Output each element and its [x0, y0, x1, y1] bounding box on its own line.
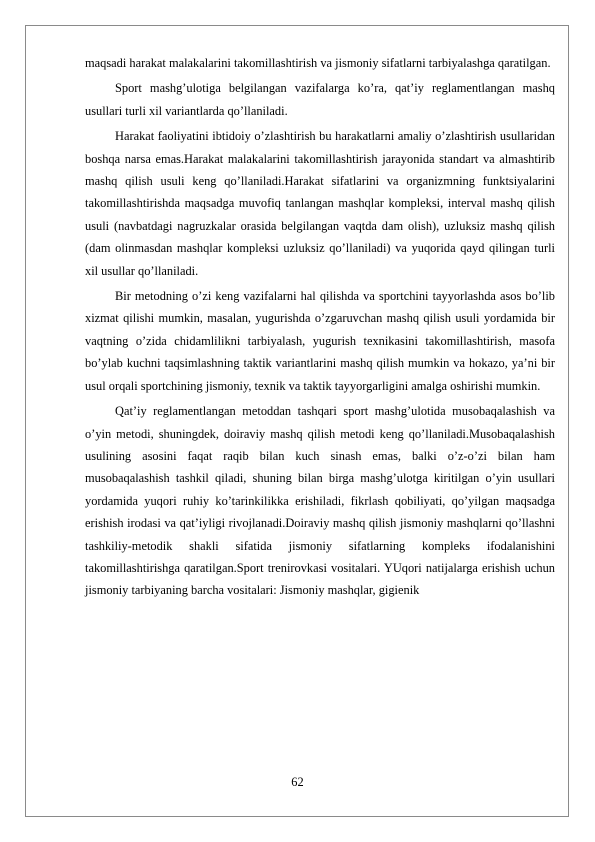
paragraph-3: Harakat faoliyatini ibtidoiy o’zlashtirish bu harakatlarni amaliy o’zlashtirish usullaridan boshqa narsa emas.Harakat malakalarini takomillashtirish jarayonida standart va almashtirib mashq qilish usuli keng qo’llaniladi.Harakat sifatlarini va organizmning funktsiyalarini takomillashtirishda maqsadga muvofiq tanlangan mashqlar kompleksi, interval mashq qilish usuli (navbatdagi nagruzkalar orasida belgilangan vaqtda dam olish), uzluksiz mashq qilish (dam olinmasdan mashqlar kompleksi uzluksiz qo’llaniladi) va yuqorida qayd qilingan turli xil usullar qo’llaniladi.	[85, 129, 555, 278]
paragraph-1: maqsadi harakat malakalarini takomillashtirish va jismoniy sifatlarni tarbiyalashga qaratilgan.	[85, 56, 551, 70]
paragraph-5: Qat’iy reglamentlangan metoddan tashqari sport mashg’ulotida musobaqalashish va o’yin metodi, shuningdek, doiraviy mashq qilish metodi keng qo’llaniladi.Musobaqalashish usulining asosini faqat raqib bilan kuch sinash emas, balki o’z-o’zi bilan ham musobaqalashish tashkil qiladi, shuning bilan birga mashg’ulotga kiritilgan o’yin usullari yordamida yuqori ruhiy ko’tarinkilikka erishiladi, fikrlash qobiliyati, qo’yilgan maqsadga erishish irodasi va qat’iyligi rivojlanadi.Doiraviy mashq qilish jismoniy mashqlarni qo’llashni tashkiliy-metodik shakli sifatida jismoniy sifatlarning kompleks ifodalanishini takomillashtirishga qaratilgan.Sport trenirovkasi vositalari. YUqori natijalarga erishish uchun jismoniy tarbiyaning barcha vositalari: Jismoniy mashqlar, gigienik	[85, 404, 555, 598]
paragraph-2: Sport mashg’ulotiga belgilangan vazifalarga ko’ra, qat’iy reglamentlangan mashq usullari turli xil variantlarda qo’llaniladi.	[85, 81, 555, 118]
document-body	[85, 52, 555, 605]
paragraph-4: Bir metodning o’zi keng vazifalarni hal qilishda va sportchini tayyorlashda asos bo’lib xizmat qilishi mumkin, masalan, yugurishda o’zgaruvchan mashq qilish usuli yordamida bir vaqtning o’zida chidamlilikni tarbiyalash, yugurish texnikasini takomillashtirish, masofa bo’ylab kuchni taqsimlashning taktik variantlarini mashq qilish mumkin va hokazo, ya’ni bir usul orqali sportchining jismoniy, texnik va taktik tayyorgarligini amalga oshirishi mumkin.	[85, 289, 555, 393]
page-number: 62	[291, 775, 304, 789]
